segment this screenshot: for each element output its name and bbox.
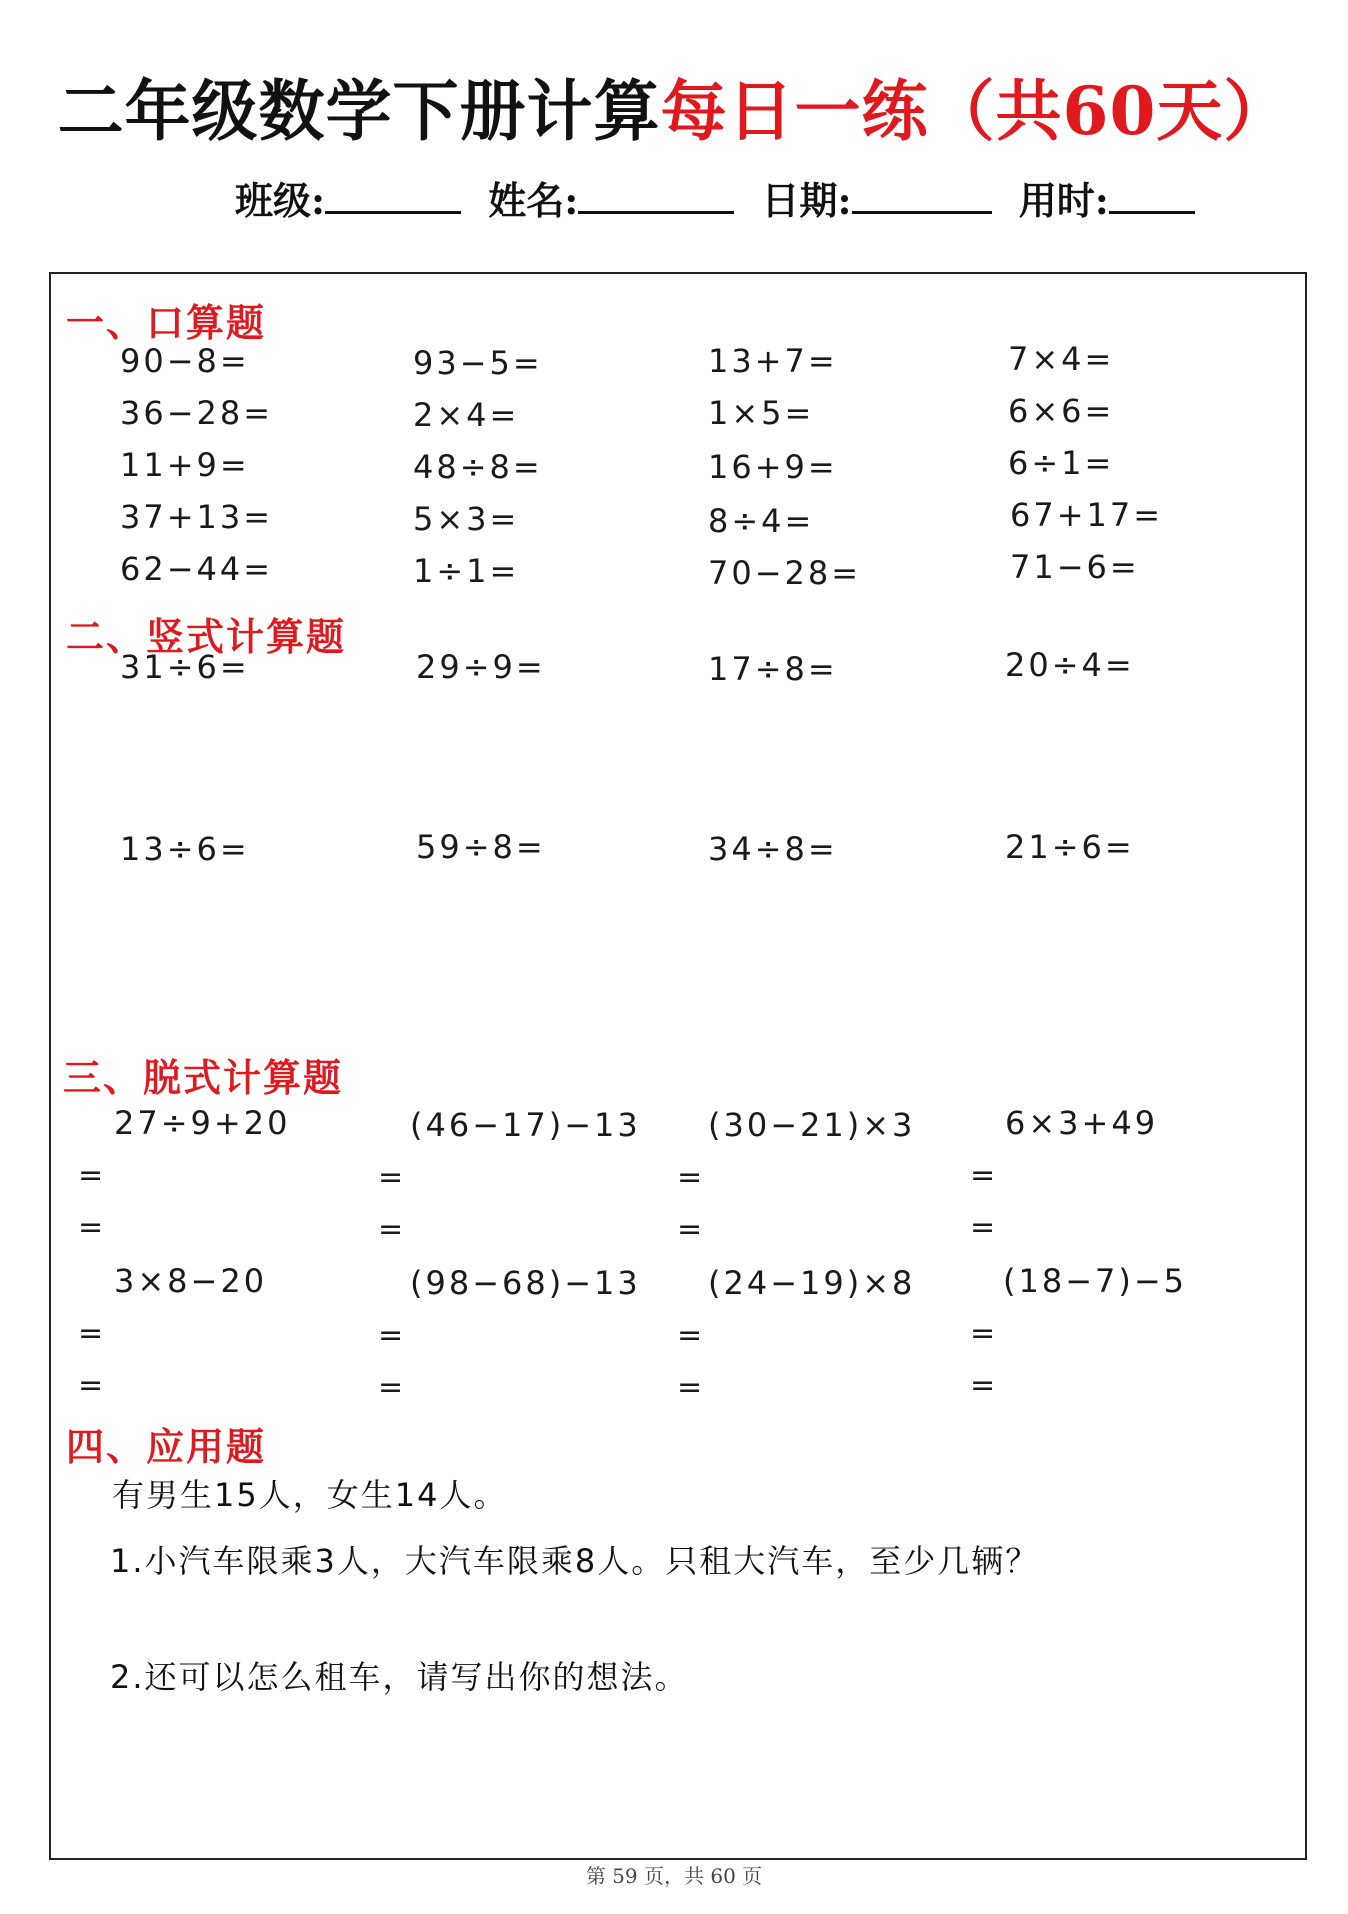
- oral-problem: 5×3=: [413, 500, 520, 538]
- equals-line: =: [970, 1158, 996, 1193]
- vertical-problem: 17÷8=: [708, 650, 838, 688]
- title-black-part: 二年级数学下册计算: [57, 72, 661, 150]
- oral-problem: 93−5=: [413, 344, 543, 382]
- stepwise-problem: (24−19)×8: [708, 1264, 916, 1302]
- stepwise-problem: (30−21)×3: [708, 1106, 916, 1144]
- equals-line: =: [677, 1318, 703, 1353]
- page-footer: 第 59 页，共 60 页: [585, 1864, 763, 1888]
- oral-problem: 6÷1=: [1008, 444, 1115, 482]
- equals-line: =: [970, 1210, 996, 1245]
- equals-line: =: [78, 1158, 104, 1193]
- title-red-part: 每日一练（共60天）: [660, 72, 1291, 150]
- word-problem-question-1: 1.小汽车限乘3人，大汽车限乘8人。只租大汽车，至少几辆？: [110, 1542, 1040, 1580]
- worksheet-title: [0, 58, 1348, 153]
- section-oral-title: 一、口算题: [66, 300, 267, 345]
- vertical-problem: 34÷8=: [708, 830, 838, 868]
- oral-problem: 48÷8=: [413, 448, 543, 486]
- class-label: 班级:: [235, 178, 326, 223]
- vertical-problem: 31÷6=: [120, 648, 250, 686]
- vertical-problem: 21÷6=: [1005, 828, 1135, 866]
- equals-line: =: [78, 1210, 104, 1245]
- vertical-problem: 59÷8=: [416, 828, 546, 866]
- student-info-line: [235, 170, 1209, 225]
- stepwise-problem: 3×8−20: [114, 1262, 268, 1300]
- oral-problem: 90−8=: [120, 342, 250, 380]
- equals-line: =: [970, 1368, 996, 1403]
- oral-problem: 67+17=: [1010, 496, 1164, 534]
- name-label: 姓名:: [488, 178, 579, 223]
- stepwise-problem: (18−7)−5: [1003, 1262, 1188, 1300]
- equals-line: =: [78, 1316, 104, 1351]
- class-blank[interactable]: [325, 177, 461, 214]
- section-vertical-title: 二、竖式计算题: [66, 614, 347, 659]
- time-label: 用时:: [1018, 178, 1109, 223]
- oral-problem: 13+7=: [708, 342, 838, 380]
- oral-problem: 16+9=: [708, 448, 838, 486]
- equals-line: =: [677, 1370, 703, 1405]
- name-blank[interactable]: [578, 177, 734, 214]
- equals-line: =: [378, 1370, 404, 1405]
- oral-problem: 1÷1=: [413, 552, 520, 590]
- word-problem-intro: 有男生15人，女生14人。: [112, 1476, 508, 1514]
- vertical-problem: 20÷4=: [1005, 646, 1135, 684]
- equals-line: =: [378, 1160, 404, 1195]
- equals-line: =: [78, 1368, 104, 1403]
- equals-line: =: [378, 1212, 404, 1247]
- vertical-problem: 13÷6=: [120, 830, 250, 868]
- oral-problem: 2×4=: [413, 396, 520, 434]
- oral-problem: 7×4=: [1008, 340, 1115, 378]
- equals-line: =: [677, 1212, 703, 1247]
- equals-line: =: [970, 1316, 996, 1351]
- date-label: 日期:: [761, 178, 852, 223]
- stepwise-problem: 6×3+49: [1005, 1104, 1159, 1142]
- date-blank[interactable]: [852, 177, 992, 214]
- oral-problem: 11+9=: [120, 446, 250, 484]
- oral-problem: 37+13=: [120, 498, 274, 536]
- stepwise-problem: 27÷9+20: [114, 1104, 291, 1142]
- oral-problem: 1×5=: [708, 394, 815, 432]
- oral-problem: 70−28=: [708, 554, 862, 592]
- oral-problem: 8÷4=: [708, 502, 815, 540]
- section-stepwise-title: 三、脱式计算题: [63, 1055, 344, 1100]
- oral-problem: 62−44=: [120, 550, 274, 588]
- time-blank[interactable]: [1109, 177, 1195, 214]
- section-word-problem-title: 四、应用题: [66, 1424, 267, 1469]
- equals-line: =: [677, 1160, 703, 1195]
- stepwise-problem: (46−17)−13: [410, 1106, 641, 1144]
- vertical-problem: 29÷9=: [416, 648, 546, 686]
- oral-problem: 6×6=: [1008, 392, 1115, 430]
- word-problem-question-2: 2.还可以怎么租车，请写出你的想法。: [110, 1658, 689, 1696]
- equals-line: =: [378, 1318, 404, 1353]
- stepwise-problem: (98−68)−13: [410, 1264, 641, 1302]
- oral-problem: 71−6=: [1010, 548, 1140, 586]
- oral-problem: 36−28=: [120, 394, 274, 432]
